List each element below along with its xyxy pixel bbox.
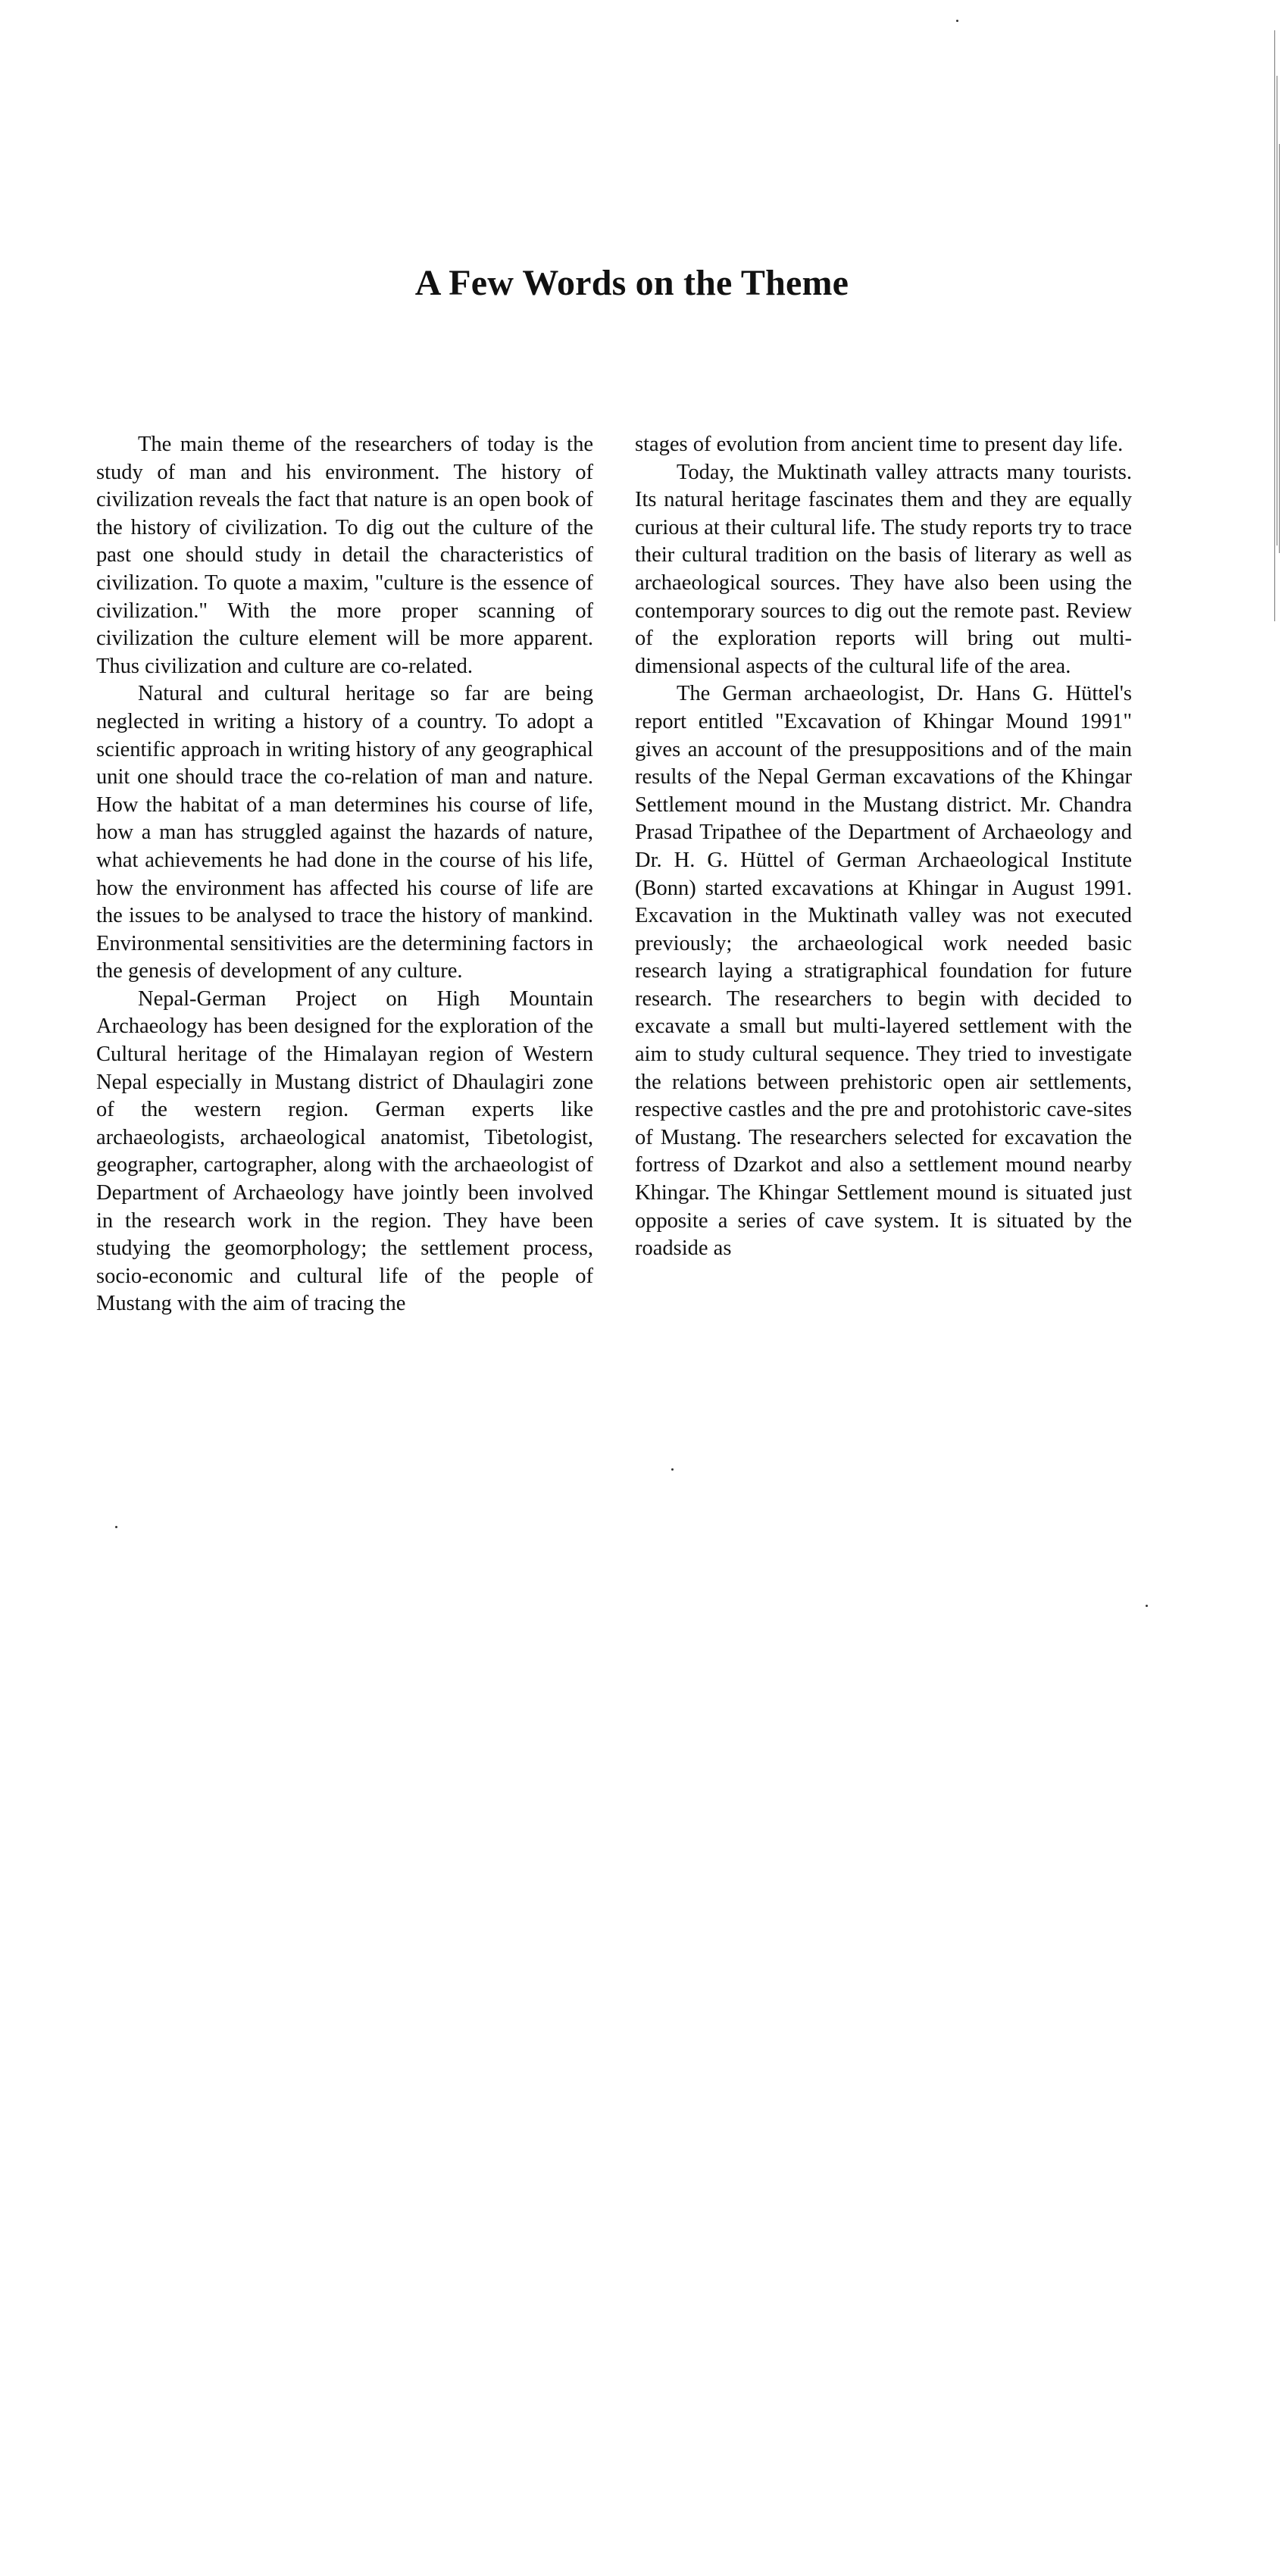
scan-speck — [671, 1468, 674, 1471]
paragraph: Today, the Muktinath valley attracts many tourists. Its natural heritage fascinates them and they are equally curious at their cultural life. The study reports try to trace their cultural tradition on the basis of literary as well as archaeological sources. They have also been using the contemporary sources to dig out the remote past. Review of the exploration reports will bring out multi-dimensional aspects of the cultural life of the area. — [635, 460, 1132, 678]
scan-speck — [956, 20, 958, 22]
left-text-column — [96, 431, 593, 1318]
paragraph: Natural and cultural heritage so far are being neglected in writing a history of a country. To adopt a scientific approach in writing history of any geographical unit one should trace the co-relation of man and nature. How the habitat of a man determines his course of life, how a man has struggled against the hazards of nature, what achievements he had done in the course of his life, how the environment has affected his course of life are the issues to be analysed to trace the history of mankind. Environmental sensitivities are the determining factors in the genesis of development of any culture. — [96, 682, 593, 983]
scan-speck — [1146, 1605, 1148, 1607]
page-title: A Few Words on the Theme — [414, 263, 849, 303]
page-edge-marks — [1274, 30, 1282, 621]
paragraph: Nepal-German Project on High Mountain Archaeology has been designed for the exploration of the Cultural heritage of the Himalayan region of Western Nepal especially in Mustang district of Dhaulagiri zone of the western region. German experts like archaeologists, archaeological anatomist, Tibetologist, geographer, cartographer, along with the archaeologist of Department of Archaeology have jointly been involved in the research work in the region. They have been studying the geomorphology; the settlement process, socio-economic and cultural life of the people of Mustang with the aim of tracing the — [96, 986, 593, 1316]
paragraph: The main theme of the researchers of today is the study of man and his environment. The history of civilization reveals the fact that nature is an open book of the history of civilization. To dig out the culture of the past one should study in detail the characteristics of civilization. To quote a maxim, "culture is the essence of civilization." With the more proper scanning of civilization the culture element will be more apparent. Thus civilization and culture are co-related. — [96, 433, 593, 678]
paragraph-continuation: stages of evolution from ancient time to present day life. — [635, 433, 1124, 456]
right-text-column — [635, 431, 1132, 1263]
paragraph: The German archaeologist, Dr. Hans G. Hüttel's report entitled "Excavation of Khingar Mound 1991" gives an account of the presuppositions and of the main results of the Nepal German excavations of the Khingar Settlement mound in the Mustang district. Mr. Chandra Prasad Tripathee of the Department of Archaeology and Dr. H. G. Hüttel of German Archaeological Institute (Bonn) started excavations at Khingar in August 1991. Excavation in the Muktinath valley was not executed previously; the archaeological work needed basic research laying a stratigraphical foundation for future research. The researchers to begin with decided to excavate a small but multi-layered settlement with the aim to study cultural sequence. They tried to investigate the relations between prehistoric open air settlements, respective castles and the pre and protohistoric cave-sites of Mustang. The researchers selected for excavation the fortress of Dzarkot and also a settlement mound nearby Khingar. The Khingar Settlement mound is situated just opposite a series of cave system. It is situated by the roadside as — [635, 682, 1132, 1261]
scan-speck — [115, 1526, 117, 1528]
